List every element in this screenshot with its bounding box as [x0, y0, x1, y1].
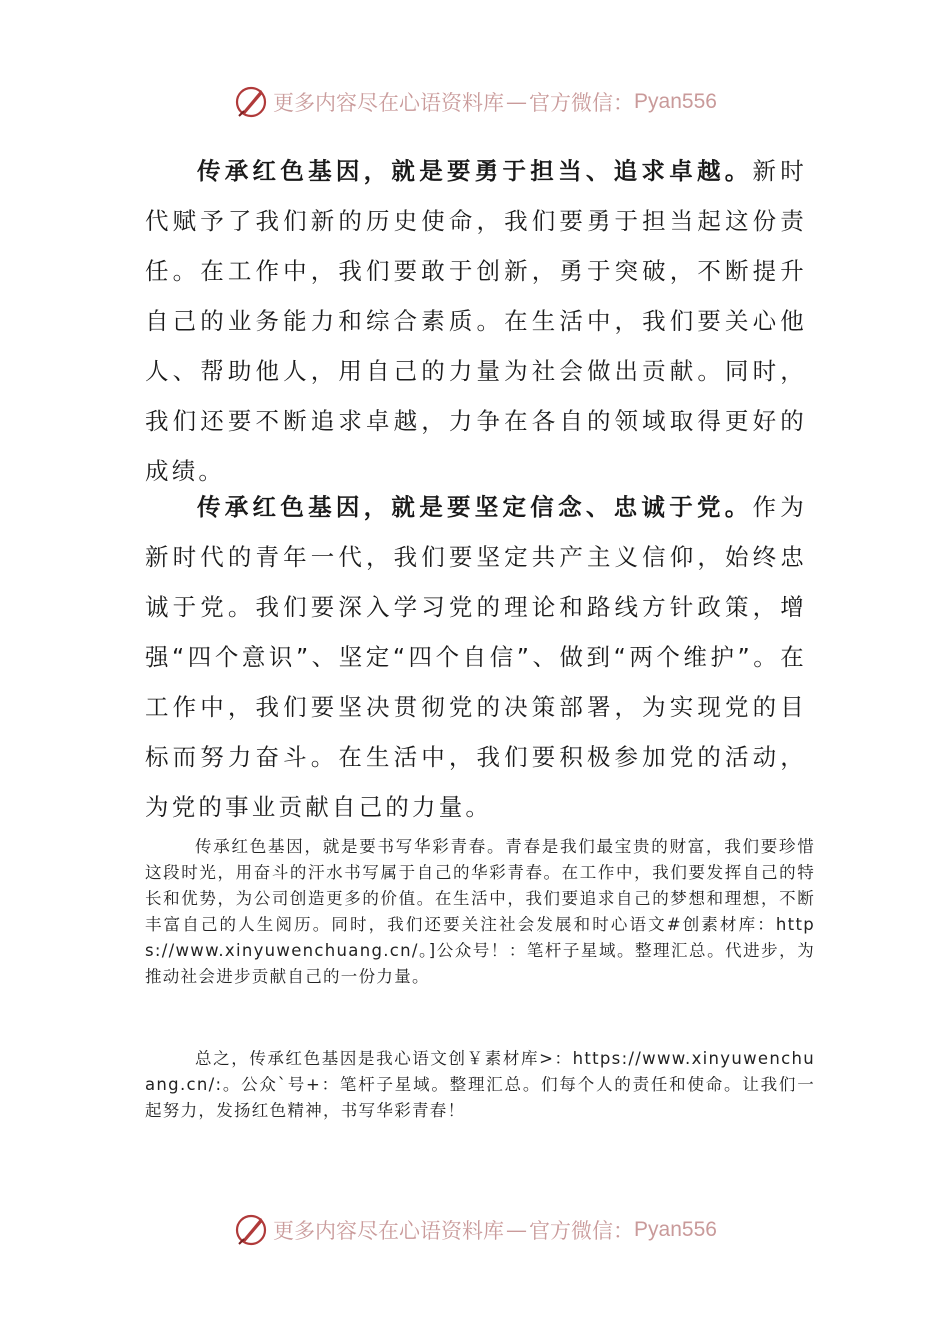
paragraph-small-1: 传承红色基因，就是要书写华彩青春。青春是我们最宝贵的财富，我们要珍惜这段时光，用奋斗的汗水书写属于自己的华彩青春。在工作中，我们要发挥自己的特长和优势，为公司创造更多的价值。在生活中，我们要追求自己的梦想和理想，不断丰富自己的人生阅历。同时，我们还要关注社会发展和时心语文#创素材库：https://www.xinyuwenchuang.cn/。]公众号！：笔杆子星域。整理汇总。代进步，为推动社会进步贡献自己的一份力量。 — [145, 837, 815, 986]
paragraph-body: 作为新时代的青年一代，我们要坚定共产主义信仰，始终忠诚于党。我们要深入学习党的理论和路线方针政策，增强“四个意识”、坚定“四个自信”、做到“两个维护”。在工作中，我们要坚决贯彻党的决策部署，为实现党的目标而努力奋斗。在生活中，我们要积极参加党的活动，为党的事业贡献自己的力量。 — [145, 493, 808, 821]
paragraph-lead: 传承红色基因，就是要勇于担当、追求卓越。 — [197, 157, 753, 185]
banner-wechat-label: 官方微信： — [529, 91, 635, 115]
footer-watermark-banner — [0, 1208, 950, 1252]
banner-main-text: 更多内容尽在心语资料库 — [273, 91, 505, 115]
quill-pen-icon — [233, 84, 269, 120]
header-watermark-banner — [0, 80, 950, 124]
banner-dash: — — [506, 1218, 528, 1242]
paragraph-body: 新时代赋予了我们新的历史使命，我们要勇于担当起这份责任。在工作中，我们要敢于创新，勇于突破，不断提升自己的业务能力和综合素质。在生活中，我们要关心他人、帮助他人，用自己的力量为社会做出贡献。同时，我们还要不断追求卓越，力争在各自的领域取得更好的成绩。 — [145, 157, 808, 485]
banner-account: Pyan556 — [634, 1218, 717, 1241]
paragraph-lead: 传承红色基因，就是要坚定信念、忠诚于党。 — [197, 493, 753, 521]
banner-dash: — — [506, 90, 528, 114]
paragraph-bold-lead-2 — [145, 482, 807, 832]
banner-account: Pyan556 — [634, 90, 717, 113]
paragraph-bold-lead-1 — [145, 146, 807, 496]
banner-wechat-label: 官方微信： — [529, 1219, 635, 1243]
paragraph-small-2: 总之，传承红色基因是我心语文创￥素材库>：https://www.xinyuwenchuang.cn/:。公众`号+：笔杆子星域。整理汇总。们每个人的责任和使命。让我们一起努力，发扬红色精神，书写华彩青春！ — [145, 1049, 815, 1120]
quill-pen-icon — [233, 1212, 269, 1248]
banner-main-text: 更多内容尽在心语资料库 — [273, 1219, 505, 1243]
